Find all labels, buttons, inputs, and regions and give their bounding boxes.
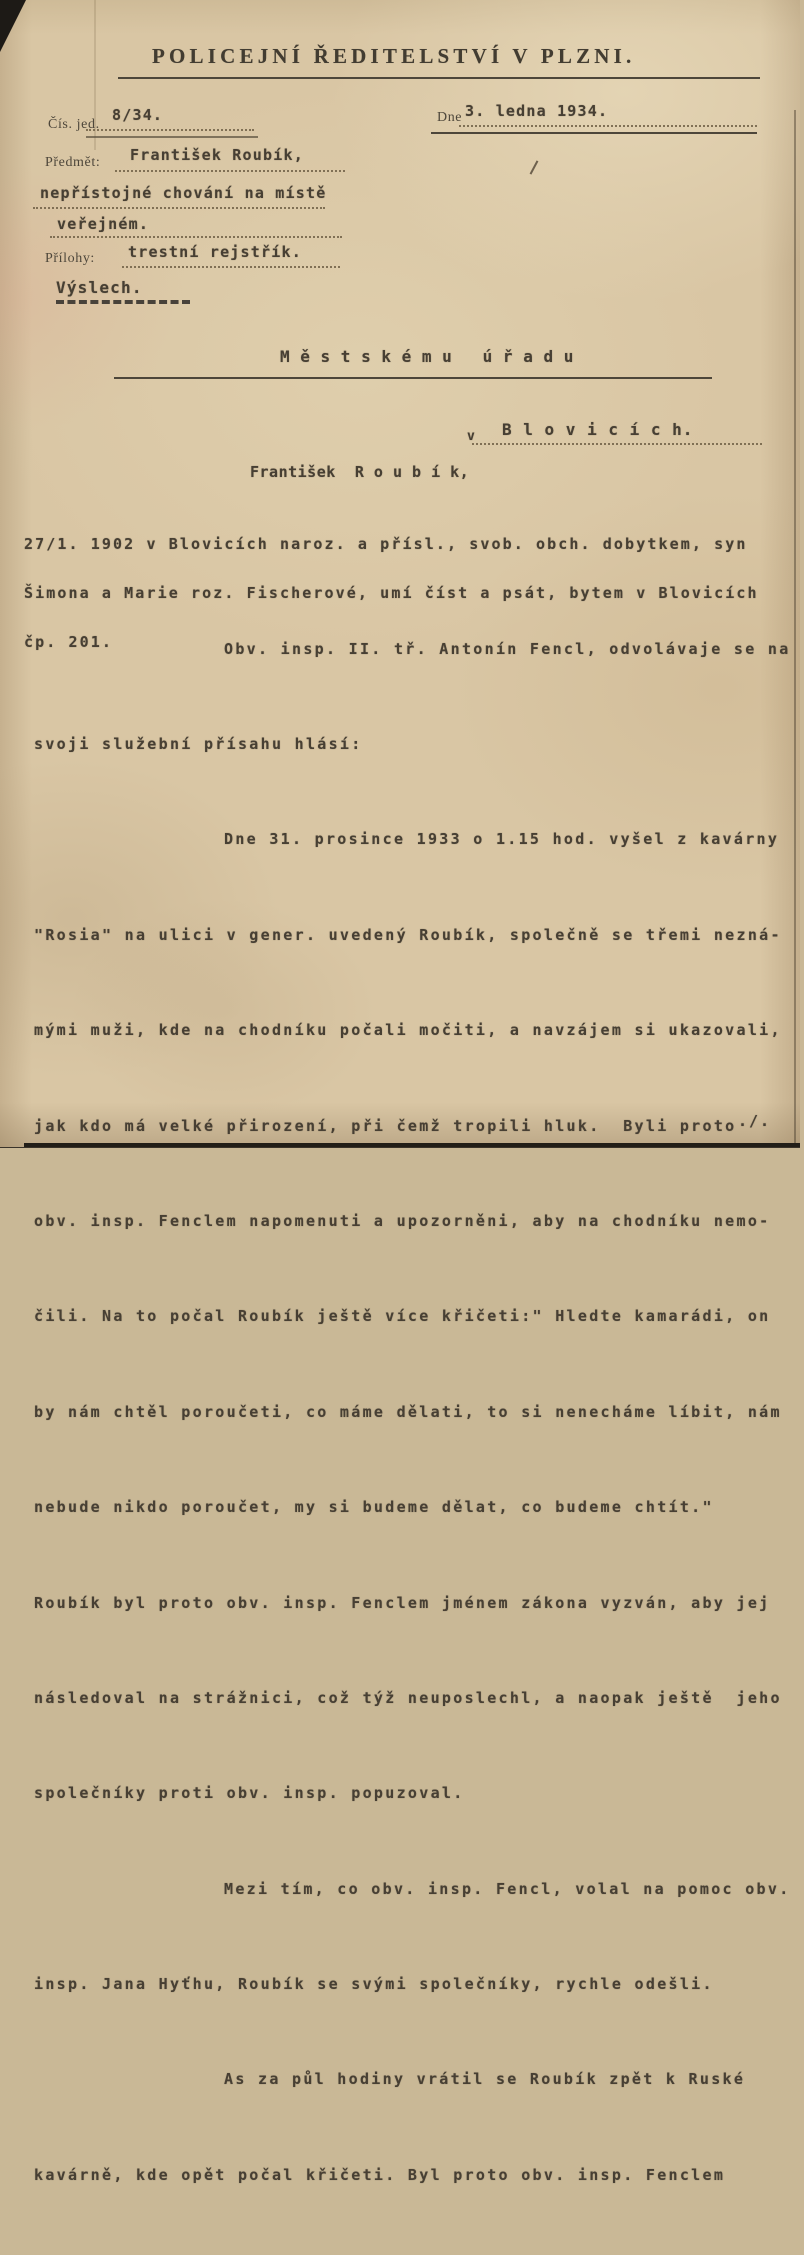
date-label: Dne: [437, 110, 463, 125]
ref-number-underline: [86, 136, 258, 138]
body-line: Roubík byl proto obv. insp. Fenclem jménem zákona vyzván, aby jej: [34, 1593, 771, 1612]
enclosures-dashed-underline: [56, 300, 190, 304]
addressee-name: M ě s t s k é m u ú ř a d u: [280, 347, 574, 366]
date-value: 3. ledna 1934.: [465, 102, 609, 120]
body-line: obv. insp. Fenclem napomenuti a upozorněni, aby na chodníku nemo-: [34, 1211, 771, 1230]
body-line: společníky proti obv. insp. popuzoval.: [34, 1784, 465, 1803]
enclosures-label: Přílohy:: [45, 251, 95, 266]
ref-number-dotted-line: [86, 129, 254, 131]
subject-dotted-line: [115, 170, 345, 172]
enclosures-extra: Výslech.: [56, 278, 143, 297]
subject-value: František Roubík,: [130, 146, 304, 164]
body-line: následoval na strážnici, což týž neuposlechl, a naopak ještě jeho: [34, 1688, 782, 1707]
body-line: svoji služební přísahu hlásí:: [34, 734, 363, 753]
ref-number-value: 8/34.: [112, 106, 164, 124]
body-line: kavárně, kde opět počal křičeti. Byl proto obv. insp. Fenclem: [34, 2165, 726, 2184]
letterhead-underline: [118, 77, 760, 79]
date-dotted-line: [459, 125, 757, 127]
addressee-place-dotted-line: [472, 443, 762, 445]
report-body: [34, 570, 804, 2255]
enclosures-value: trestní rejstřík.: [128, 243, 302, 261]
ref-number-label: Čís. jed.: [48, 117, 100, 132]
subject-label: Předmět:: [45, 155, 101, 170]
letterhead-title: POLICEJNÍ ŘEDITELSTVÍ V PLZNI.: [152, 44, 636, 68]
subject-line3: veřejném.: [57, 215, 150, 233]
person-first-name: František: [250, 463, 336, 481]
stray-ink-mark: [530, 160, 539, 174]
enclosures-dotted-line: [122, 266, 340, 268]
personal-data-line: čp. 201.: [24, 632, 114, 651]
body-line: čili. Na to počal Roubík ještě více křičeti:" Hledte kamarádi, on: [34, 1307, 771, 1326]
subject-line2: nepřístojné chování na místě: [40, 184, 327, 202]
continuation-mark: ./.: [738, 1112, 772, 1130]
addressee-place-prefix: v: [467, 429, 475, 444]
person-last-name: R o u b í k,: [354, 463, 470, 481]
personal-data-line: 27/1. 1902 v Blovicích naroz. a přísl., svob. obch. dobytkem, syn: [24, 535, 748, 554]
body-line: mými muži, kde na chodníku počali močiti, a navzájem si ukazovali,: [34, 1021, 782, 1040]
body-line: jak kdo má velké přirození, při čemž tropili hluk. Byli proto: [34, 1116, 737, 1135]
subject-line2-dotted-line: [33, 207, 325, 209]
body-line: Mezi tím, co obv. insp. Fencl, volal na pomoc obv.: [224, 1879, 791, 1898]
person-heading: [250, 463, 469, 482]
body-line: Obv. insp. II. tř. Antonín Fencl, odvolávaje se na: [224, 639, 791, 658]
body-line: nebude nikdo poroučet, my si budeme dělat, co budeme chtít.": [34, 1498, 714, 1517]
scan-corner-mark: [0, 0, 26, 52]
addressee-underline: [114, 377, 712, 379]
personal-data-line: Šimona a Marie roz. Fischerové, umí číst a psát, bytem v Blovicích: [24, 584, 759, 603]
subject-line3-dotted-line: [50, 236, 342, 238]
body-line: "Rosia" na ulici v gener. uvedený Roubík, společně se třemi nezná-: [34, 925, 782, 944]
body-line: Dne 31. prosince 1933 o 1.15 hod. vyšel z kavárny: [224, 830, 780, 849]
body-line: by nám chtěl poroučeti, co máme dělati, to si nenecháme líbit, nám: [34, 1402, 782, 1421]
body-line: insp. Jana Hyťhu, Roubík se svými společníky, rychle odešli.: [34, 1975, 714, 1994]
addressee-place: B l o v i c í c h.: [502, 420, 694, 439]
body-line: As za půl hodiny vrátil se Roubík zpět k Ruské: [224, 2070, 746, 2089]
date-underline: [431, 132, 757, 134]
